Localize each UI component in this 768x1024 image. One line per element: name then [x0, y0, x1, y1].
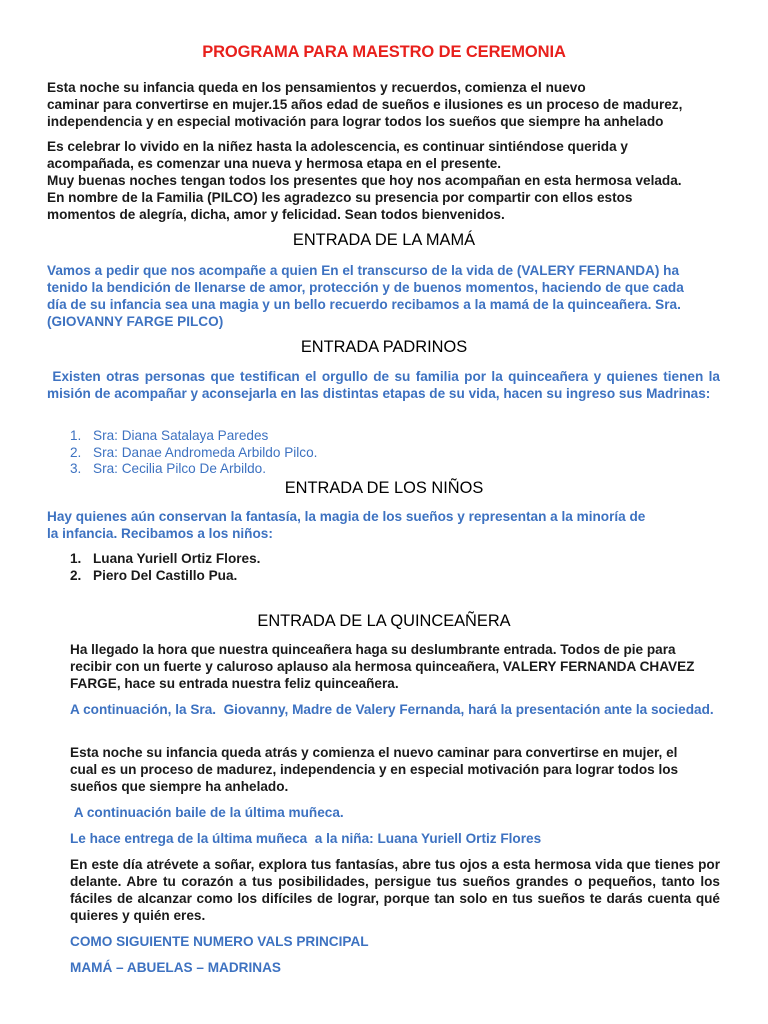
text-line: la infancia. Recibamos a los niños:	[47, 526, 273, 541]
text-line: cual es un proceso de madurez, independencia y en especial motivación para lograr todos los	[70, 762, 679, 777]
list-item: 2. Piero Del Castillo Pua.	[70, 567, 238, 583]
text-line: acompañada, es comenzar una nueva y hermosa etapa en el presente.	[47, 156, 502, 171]
text-line: tenido la bendición de llenarse de amor, protección y de buenos momentos, haciendo de que cada	[47, 280, 684, 295]
text-line: Muy buenas noches tengan todos los presentes que hoy nos acompañan en esta hermosa velada.	[47, 173, 682, 188]
quinceanera-paragraph-2: A continuación, la Sra. Giovanny, Madre de Valery Fernanda, hará la presentación ante la sociedad.	[70, 702, 714, 717]
text-line: Ha llegado la hora que nuestra quinceañera haga su deslumbrante entrada. Todos de pie para	[70, 642, 676, 657]
section-heading-mama: ENTRADA DE LA MAMÁ	[292, 231, 476, 249]
ninos-list	[70, 551, 710, 584]
madrinas-list	[70, 428, 710, 478]
text-line: caminar para convertirse en mujer.15 años edad de sueños e ilusiones es un proceso de madurez,	[47, 97, 683, 112]
quinceanera-paragraph-5: Le hace entrega de la última muñeca a la niña: Luana Yuriell Ortiz Flores	[70, 831, 542, 846]
document-title: PROGRAMA PARA MAESTRO DE CEREMONIA	[202, 43, 566, 61]
ninos-paragraph	[47, 508, 727, 542]
section-heading-ninos: ENTRADA DE LOS NIÑOS	[284, 479, 484, 497]
list-item: 1. Sra: Diana Satalaya Paredes	[70, 428, 269, 443]
text-line: FARGE, hace su entrada nuestra feliz quinceañera.	[70, 676, 399, 691]
text-line: momentos de alegría, dicha, amor y felicidad. Sean todos bienvenidos.	[47, 207, 505, 222]
padrinos-paragraph: Existen otras personas que testifican el orgullo de su familia por la quinceañera y quienes tienen la misión de acompañar y aconsejarla en las distintas etapas de su vida, hacen su ingreso sus Madrinas:	[47, 369, 724, 401]
text-line: Es celebrar lo vivido en la niñez hasta la adolescencia, es continuar sintiéndose querida y	[47, 139, 628, 154]
text-line: Vamos a pedir que nos acompañe a quien En el transcurso de la vida de (VALERY FERNANDA) ha	[47, 263, 680, 278]
quinceanera-paragraph-4: A continuación baile de la última muñeca.	[70, 805, 344, 820]
text-line: día de su infancia sea una magia y un bello recuerdo recibamos a la mamá de la quinceañera. Sra.	[47, 297, 681, 312]
text-line: En nombre de la Familia (PILCO) les agradezco su presencia por compartir con ellos estos	[47, 190, 633, 205]
text-line: sueños que siempre ha anhelado.	[70, 779, 289, 794]
section-heading-padrinos: ENTRADA PADRINOS	[300, 338, 468, 356]
quinceanera-paragraph-1	[70, 641, 730, 692]
list-item: 1. Luana Yuriell Ortiz Flores.	[70, 551, 261, 566]
text-line: independencia y en especial motivación para lograr todos los sueños que siempre ha anhelado	[47, 114, 664, 129]
text-line: Esta noche su infancia queda en los pensamientos y recuerdos, comienza el nuevo	[47, 80, 586, 95]
mama-paragraph	[47, 262, 727, 330]
intro-paragraph-1	[47, 79, 727, 130]
intro-paragraph-2	[47, 138, 727, 223]
text-line: Esta noche su infancia queda atrás y comienza el nuevo caminar para convertirse en mujer, el	[70, 745, 678, 760]
text-line: (GIOVANNY FARGE PILCO)	[47, 314, 224, 329]
section-heading-quinceanera: ENTRADA DE LA QUINCEAÑERA	[257, 612, 511, 630]
quinceanera-paragraph-7: COMO SIGUIENTE NUMERO VALS PRINCIPAL	[70, 934, 369, 949]
list-item: 3. Sra: Cecilia Pilco De Arbildo.	[70, 461, 267, 477]
text-line: Hay quienes aún conservan la fantasía, la magia de los sueños y representan a la minoría de	[47, 509, 646, 524]
text-line: recibir con un fuerte y caluroso aplauso ala hermosa quinceañera, VALERY FERNANDA CHAVEZ	[70, 659, 695, 674]
quinceanera-paragraph-3	[70, 744, 730, 795]
list-item: 2. Sra: Danae Andromeda Arbildo Pilco.	[70, 444, 318, 460]
quinceanera-paragraph-6: En este día atrévete a soñar, explora tus fantasías, abre tus ojos a esta hermosa vida que tienes por delante. Abre tu corazón a tus posibilidades, persigue tus sueños grandes o pequeños, tanto los fáciles de alcanzar como los difíciles de lograr, porque tan solo en tus sueños te darás cuenta qué quieres y quién eres.	[70, 857, 720, 923]
quinceanera-paragraph-8: MAMÁ – ABUELAS – MADRINAS	[70, 960, 281, 975]
